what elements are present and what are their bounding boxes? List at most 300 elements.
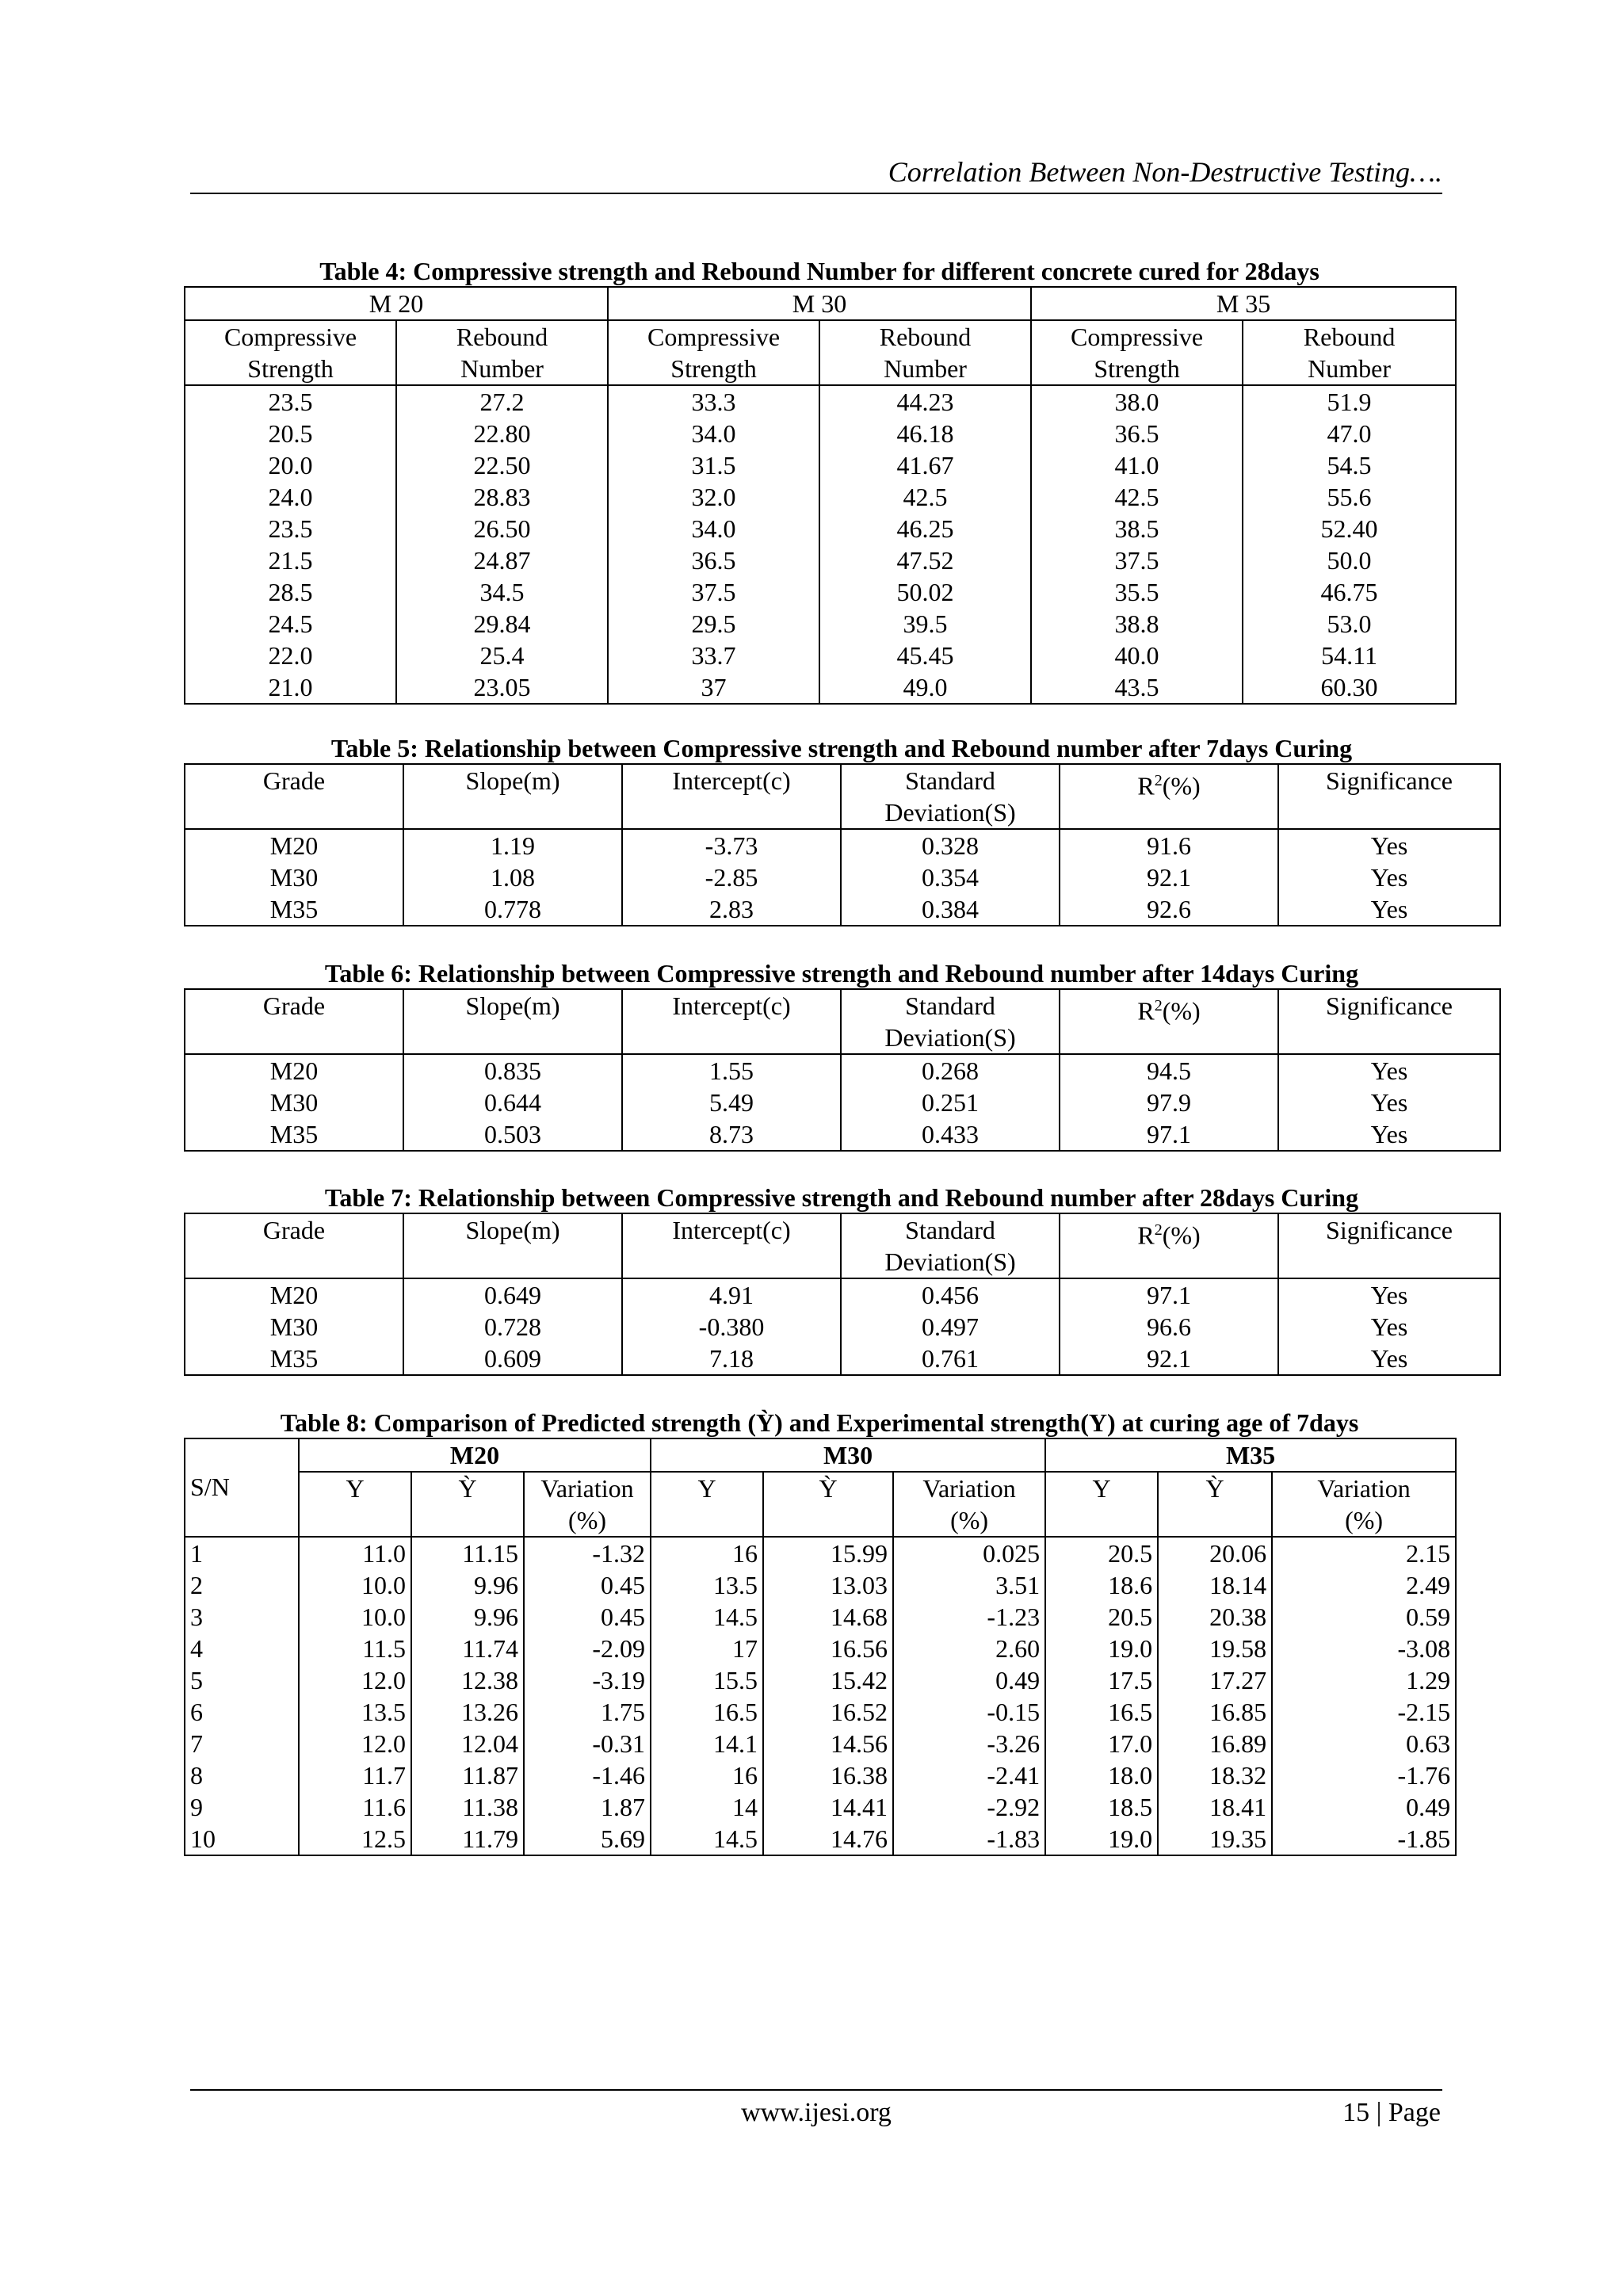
table4-cell: 53.0: [1243, 608, 1456, 640]
table5-cell: 1.19: [403, 829, 622, 861]
table8-cell: 14.1: [651, 1728, 763, 1759]
table8-cell: -1.83: [893, 1823, 1045, 1855]
table5-cell: -3.73: [622, 829, 841, 861]
table5-row: [185, 893, 1500, 926]
intercept-header: Intercept(c): [622, 764, 841, 829]
table4-row: [185, 481, 1456, 513]
table8-cell: 11.5: [299, 1633, 411, 1664]
r2-header: $R^2(\%)$: [1060, 764, 1278, 829]
table4-cell: 36.5: [1031, 418, 1243, 449]
table5-cell: Yes: [1278, 829, 1500, 861]
table7-cell: 97.1: [1060, 1278, 1278, 1311]
table6-cell: 0.503: [403, 1118, 622, 1151]
table8-cell: 0.63: [1272, 1728, 1456, 1759]
sd-header: Standard Deviation(S): [841, 1213, 1060, 1278]
table8-cell: 16: [651, 1759, 763, 1791]
yhat-header: Ỳ: [411, 1472, 524, 1537]
table8-cell: 18.0: [1045, 1759, 1158, 1791]
intercept-header: Intercept(c): [622, 989, 841, 1054]
table6-cell: M20: [269, 1056, 319, 1085]
table4-cell: 45.45: [819, 640, 1031, 671]
sd-header: Standard Deviation(S): [841, 764, 1060, 829]
table8-cell: 0.45: [524, 1569, 651, 1601]
table7-cell: 0.609: [403, 1343, 622, 1375]
table8-caption: Table 8: Comparison of Predicted strength (Ỳ) and Experimental strength(Y) at curing age of 7days: [280, 1408, 1359, 1437]
table5-cell: Yes: [1278, 861, 1500, 893]
grade-header: Grade: [262, 991, 326, 1020]
y-header: Y: [299, 1472, 411, 1537]
table8-cell: 11.7: [299, 1759, 411, 1791]
table8-cell: 5.69: [524, 1823, 651, 1855]
slope-header: Slope(m): [403, 1213, 622, 1278]
table8-cell: 9: [190, 1793, 203, 1821]
table8-cell: 0.49: [893, 1664, 1045, 1696]
table4-cell: 37: [608, 671, 819, 704]
table6-cell: 0.644: [403, 1087, 622, 1118]
table4-cell: 25.4: [396, 640, 608, 671]
table4: [184, 286, 1457, 705]
table7: [184, 1213, 1501, 1376]
table4-cell: 34.0: [608, 513, 819, 544]
table8-cell: 11.38: [411, 1791, 524, 1823]
table7-header-row: [185, 1213, 1500, 1278]
table8-cell: 18.5: [1045, 1791, 1158, 1823]
table4-cell: 33.3: [608, 385, 819, 418]
table8-cell: 15.42: [763, 1664, 893, 1696]
table8-row: [185, 1759, 1456, 1791]
table7-cell: Yes: [1278, 1278, 1500, 1311]
table8-cell: 13.5: [651, 1569, 763, 1601]
table4-cell: 32.0: [608, 481, 819, 513]
table4-cell: 31.5: [608, 449, 819, 481]
table4-cell: 42.5: [1031, 481, 1243, 513]
table8-cell: 10: [190, 1824, 216, 1853]
variation-header: Variation (%): [1272, 1472, 1456, 1537]
table8-cell: 11.74: [411, 1633, 524, 1664]
table4-cell: 55.6: [1243, 481, 1456, 513]
table4-cell: 60.30: [1243, 671, 1456, 704]
table4-row: [185, 385, 1456, 418]
table8-cell: -3.19: [524, 1664, 651, 1696]
table8-cell: 11.0: [299, 1537, 411, 1569]
table8-cell: 19.58: [1158, 1633, 1272, 1664]
table8-cell: 20.5: [1045, 1537, 1158, 1569]
table4-row: [185, 671, 1456, 704]
table8-group-m35: M35: [1045, 1438, 1456, 1472]
table8-cell: 0.59: [1272, 1601, 1456, 1633]
table4-cell: 38.5: [1031, 513, 1243, 544]
table8-row: [185, 1696, 1456, 1728]
table4-cell: 22.0: [268, 641, 313, 670]
table8-cell: 10.0: [299, 1569, 411, 1601]
table8-cell: 6: [190, 1698, 203, 1726]
table8-cell: 14.76: [763, 1823, 893, 1855]
table8-row: [185, 1569, 1456, 1601]
table6-cell: 0.835: [403, 1054, 622, 1087]
table8-cell: -3.08: [1272, 1633, 1456, 1664]
table8-cell: 16.85: [1158, 1696, 1272, 1728]
table8-cell: 17.0: [1045, 1728, 1158, 1759]
table8-cell: 11.87: [411, 1759, 524, 1791]
table7-cell: M30: [269, 1312, 319, 1341]
table8-cell: -0.31: [524, 1728, 651, 1759]
table5-cell: M30: [269, 863, 319, 892]
sn-header: S/N: [185, 1438, 299, 1537]
table6-cell: 97.1: [1060, 1118, 1278, 1151]
table8-row: [185, 1664, 1456, 1696]
table8-cell: 18.6: [1045, 1569, 1158, 1601]
table8: [184, 1438, 1457, 1856]
table6-cell: M30: [269, 1088, 319, 1117]
table8-cell: 18.14: [1158, 1569, 1272, 1601]
table8-cell: 16.5: [651, 1696, 763, 1728]
table4-cell: 46.18: [819, 418, 1031, 449]
table4-cell: 35.5: [1031, 576, 1243, 608]
table4-col-header: Compressive Strength: [608, 320, 819, 385]
table7-row: [185, 1343, 1500, 1375]
table7-cell: M20: [269, 1281, 319, 1309]
table4-cell: 29.84: [396, 608, 608, 640]
table8-row: [185, 1633, 1456, 1664]
table7-row: [185, 1278, 1500, 1311]
table8-cell: 13.03: [763, 1569, 893, 1601]
table8-cell: 18.32: [1158, 1759, 1272, 1791]
table7-cell: 92.1: [1060, 1343, 1278, 1375]
table5-cell: Yes: [1278, 893, 1500, 926]
table8-cell: 16.56: [763, 1633, 893, 1664]
table5-cell: 0.384: [841, 893, 1060, 926]
table8-cell: -1.32: [524, 1537, 651, 1569]
table8-cell: 3.51: [893, 1569, 1045, 1601]
table8-row: [185, 1791, 1456, 1823]
table8-cell: 2.15: [1272, 1537, 1456, 1569]
table8-cell: 17: [651, 1633, 763, 1664]
footer-page-number: 15 | Page: [1342, 2098, 1441, 2127]
table7-row: [185, 1311, 1500, 1343]
yhat-header: Ỳ: [1158, 1472, 1272, 1537]
table8-cell: 13.5: [299, 1696, 411, 1728]
table5-cell: -2.85: [622, 861, 841, 893]
table5-cell: 0.328: [841, 829, 1060, 861]
table8-cell: -2.09: [524, 1633, 651, 1664]
table4-cell: 41.0: [1031, 449, 1243, 481]
table8-cell: 16.5: [1045, 1696, 1158, 1728]
table4-cell: 38.8: [1031, 608, 1243, 640]
table4-cell: 51.9: [1243, 385, 1456, 418]
table8-row: [185, 1823, 1456, 1855]
r2-header: $R^2(\%)$: [1060, 1213, 1278, 1278]
table8-cell: 5: [190, 1666, 203, 1694]
table8-cell: 1.29: [1272, 1664, 1456, 1696]
table4-row: [185, 544, 1456, 576]
table7-cell: 0.649: [403, 1278, 622, 1311]
table8-cell: -1.76: [1272, 1759, 1456, 1791]
table8-cell: 14.68: [763, 1601, 893, 1633]
table4-cell: 46.75: [1243, 576, 1456, 608]
table6-cell: 97.9: [1060, 1087, 1278, 1118]
table7-cell: Yes: [1278, 1343, 1500, 1375]
table4-row: [185, 449, 1456, 481]
table4-cell: 37.5: [608, 576, 819, 608]
table6-header-row: [185, 989, 1500, 1054]
table4-cell: 23.05: [396, 671, 608, 704]
table6-caption: Table 6: Relationship between Compressive strength and Rebound number after 14days Curing: [324, 959, 1359, 988]
footer-rule: [190, 2089, 1442, 2091]
table6-row: [185, 1118, 1500, 1151]
table8-cell: 18.41: [1158, 1791, 1272, 1823]
table4-cell: 39.5: [819, 608, 1031, 640]
table6-row: [185, 1087, 1500, 1118]
table7-cell: -0.380: [622, 1311, 841, 1343]
table5-row: [185, 829, 1500, 861]
slope-header: Slope(m): [403, 989, 622, 1054]
y-header: Y: [651, 1472, 763, 1537]
table8-cell: 14.5: [651, 1601, 763, 1633]
table8-cell: 16.38: [763, 1759, 893, 1791]
table4-cell: 22.80: [396, 418, 608, 449]
table5: [184, 763, 1501, 926]
y-header: Y: [1045, 1472, 1158, 1537]
table8-cell: 11.6: [299, 1791, 411, 1823]
table7-caption: Table 7: Relationship between Compressive strength and Rebound number after 28days Curing: [324, 1183, 1359, 1212]
table5-cell: 92.1: [1060, 861, 1278, 893]
table8-cell: 0.025: [893, 1537, 1045, 1569]
table8-cell: 11.79: [411, 1823, 524, 1855]
table4-cell: 44.23: [819, 385, 1031, 418]
table6-cell: 1.55: [622, 1054, 841, 1087]
table6-cell: 0.433: [841, 1118, 1060, 1151]
table4-cell: 42.5: [819, 481, 1031, 513]
table8-cell: 2: [190, 1571, 203, 1599]
r2-header: $R^2(\%)$: [1060, 989, 1278, 1054]
table4-col-header: Rebound Number: [1243, 320, 1456, 385]
table4-cell: 24.0: [268, 483, 313, 511]
table4-cell: 54.5: [1243, 449, 1456, 481]
table8-group-m30: M30: [651, 1438, 1045, 1472]
table8-cell: 16.89: [1158, 1728, 1272, 1759]
table8-cell: 15.99: [763, 1537, 893, 1569]
table4-group-m30: M 30: [608, 287, 1031, 320]
table6-row: [185, 1054, 1500, 1087]
table5-cell: 0.354: [841, 861, 1060, 893]
table7-cell: M35: [269, 1344, 319, 1373]
table7-cell: 7.18: [622, 1343, 841, 1375]
table4-cell: 21.5: [268, 546, 313, 575]
table4-col-header: Compressive Strength: [1031, 320, 1243, 385]
table8-cell: -2.15: [1272, 1696, 1456, 1728]
table8-cell: 1: [190, 1539, 203, 1568]
table4-group-m20: M 20: [369, 289, 424, 318]
table5-header-row: [185, 764, 1500, 829]
table4-cell: 38.0: [1031, 385, 1243, 418]
header-rule: [190, 193, 1442, 194]
table8-cell: 11.15: [411, 1537, 524, 1569]
variation-header: Variation (%): [893, 1472, 1045, 1537]
table8-cell: 12.0: [299, 1728, 411, 1759]
table6-cell: Yes: [1278, 1118, 1500, 1151]
table8-cell: 7: [190, 1729, 203, 1758]
table6-cell: Yes: [1278, 1087, 1500, 1118]
grade-header: Grade: [262, 766, 326, 795]
table4-cell: 37.5: [1031, 544, 1243, 576]
table4-cell: 47.0: [1243, 418, 1456, 449]
table7-cell: Yes: [1278, 1311, 1500, 1343]
table4-row: [185, 513, 1456, 544]
table8-cell: 20.38: [1158, 1601, 1272, 1633]
table4-cell: 22.50: [396, 449, 608, 481]
table7-cell: 96.6: [1060, 1311, 1278, 1343]
table5-cell: M20: [269, 831, 319, 860]
table4-cell: 23.5: [268, 388, 313, 416]
table5-cell: 1.08: [403, 861, 622, 893]
running-title: Correlation Between Non-Destructive Testing….: [888, 156, 1442, 188]
intercept-header: Intercept(c): [622, 1213, 841, 1278]
table4-cell: 50.02: [819, 576, 1031, 608]
table8-cell: 2.49: [1272, 1569, 1456, 1601]
table7-cell: 0.497: [841, 1311, 1060, 1343]
table4-col-header: Rebound Number: [819, 320, 1031, 385]
table4-cell: 43.5: [1031, 671, 1243, 704]
table8-cell: 9.96: [411, 1569, 524, 1601]
table8-cell: -3.26: [893, 1728, 1045, 1759]
table8-cell: -1.85: [1272, 1823, 1456, 1855]
table8-cell: 4: [190, 1634, 203, 1663]
table4-cell: 49.0: [819, 671, 1031, 704]
footer-website: www.ijesi.org: [741, 2098, 892, 2127]
table8-cell: 2.60: [893, 1633, 1045, 1664]
table4-row: [185, 418, 1456, 449]
table5-cell: 91.6: [1060, 829, 1278, 861]
table8-cell: -1.23: [893, 1601, 1045, 1633]
table4-cell: 24.87: [396, 544, 608, 576]
table8-cell: 12.04: [411, 1728, 524, 1759]
table8-cell: 19.35: [1158, 1823, 1272, 1855]
table8-cell: 16.52: [763, 1696, 893, 1728]
table6-cell: 5.49: [622, 1087, 841, 1118]
table4-cell: 47.52: [819, 544, 1031, 576]
table7-cell: 4.91: [622, 1278, 841, 1311]
table5-caption: Table 5: Relationship between Compressive strength and Rebound number after 7days Curing: [330, 734, 1353, 762]
significance-header: Significance: [1278, 764, 1500, 829]
table8-cell: 9.96: [411, 1601, 524, 1633]
table5-cell: 2.83: [622, 893, 841, 926]
yhat-header: Ỳ: [763, 1472, 893, 1537]
significance-header: Significance: [1278, 989, 1500, 1054]
table5-cell: 0.778: [403, 893, 622, 926]
table8-cell: 20.5: [1045, 1601, 1158, 1633]
table6-cell: Yes: [1278, 1054, 1500, 1087]
table8-cell: -2.92: [893, 1791, 1045, 1823]
table8-group-m20: M20: [299, 1438, 651, 1472]
table4-col-header: Rebound Number: [396, 320, 608, 385]
table7-cell: 0.728: [403, 1311, 622, 1343]
table8-row: [185, 1601, 1456, 1633]
table4-cell: 28.83: [396, 481, 608, 513]
slope-header: Slope(m): [403, 764, 622, 829]
table4-cell: 34.5: [396, 576, 608, 608]
table8-cell: 12.5: [299, 1823, 411, 1855]
table6-cell: 94.5: [1060, 1054, 1278, 1087]
table4-cell: 23.5: [268, 514, 313, 543]
table8-cell: 3: [190, 1603, 203, 1631]
table4-col-header: Compressive Strength: [223, 323, 357, 383]
table4-cell: 27.2: [396, 385, 608, 418]
table5-cell: 92.6: [1060, 893, 1278, 926]
table8-row: [185, 1728, 1456, 1759]
table4-cell: 41.67: [819, 449, 1031, 481]
table8-cell: 8: [190, 1761, 203, 1790]
table5-row: [185, 861, 1500, 893]
table6-cell: 0.268: [841, 1054, 1060, 1087]
table4-cell: 50.0: [1243, 544, 1456, 576]
table8-cell: 17.5: [1045, 1664, 1158, 1696]
table8-cell: 19.0: [1045, 1823, 1158, 1855]
table8-cell: -1.46: [524, 1759, 651, 1791]
table8-cell: 12.0: [299, 1664, 411, 1696]
table6-cell: 0.251: [841, 1087, 1060, 1118]
table8-row: [185, 1537, 1456, 1569]
grade-header: Grade: [262, 1216, 326, 1244]
table4-cell: 34.0: [608, 418, 819, 449]
table8-cell: 1.75: [524, 1696, 651, 1728]
table4-group-m35: M 35: [1031, 287, 1456, 320]
table8-cell: 14.56: [763, 1728, 893, 1759]
table4-caption: Table 4: Compressive strength and Rebound Number for different concrete cured for 28days: [319, 257, 1319, 285]
table8-cell: 10.0: [299, 1601, 411, 1633]
table4-cell: 52.40: [1243, 513, 1456, 544]
table7-cell: 0.761: [841, 1343, 1060, 1375]
table8-cell: 16: [651, 1537, 763, 1569]
table8-cell: 19.0: [1045, 1633, 1158, 1664]
table8-cell: 20.06: [1158, 1537, 1272, 1569]
table4-cell: 20.0: [268, 451, 313, 479]
table8-cell: 0.49: [1272, 1791, 1456, 1823]
table8-cell: 0.45: [524, 1601, 651, 1633]
table4-row: [185, 576, 1456, 608]
table8-cell: 17.27: [1158, 1664, 1272, 1696]
table4-cell: 26.50: [396, 513, 608, 544]
table6-cell: 8.73: [622, 1118, 841, 1151]
table4-row: [185, 608, 1456, 640]
table4-row: [185, 640, 1456, 671]
table7-cell: 0.456: [841, 1278, 1060, 1311]
table4-cell: 24.5: [268, 609, 313, 638]
table4-cell: 46.25: [819, 513, 1031, 544]
table4-cell: 20.5: [268, 419, 313, 448]
sd-header: Standard Deviation(S): [841, 989, 1060, 1054]
variation-header: Variation (%): [524, 1472, 651, 1537]
table8-cell: 12.38: [411, 1664, 524, 1696]
table8-cell: 13.26: [411, 1696, 524, 1728]
table4-cell: 40.0: [1031, 640, 1243, 671]
table4-cell: 36.5: [608, 544, 819, 576]
table8-cell: 1.87: [524, 1791, 651, 1823]
table6-cell: M35: [269, 1120, 319, 1148]
table8-cell: 15.5: [651, 1664, 763, 1696]
table8-cell: 14: [651, 1791, 763, 1823]
table4-cell: 29.5: [608, 608, 819, 640]
table4-cell: 33.7: [608, 640, 819, 671]
table5-cell: M35: [269, 895, 319, 923]
table4-cell: 54.11: [1243, 640, 1456, 671]
table8-cell: -2.41: [893, 1759, 1045, 1791]
table8-cell: 14.41: [763, 1791, 893, 1823]
table8-cell: -0.15: [893, 1696, 1045, 1728]
significance-header: Significance: [1278, 1213, 1500, 1278]
table6: [184, 988, 1501, 1152]
table4-cell: 21.0: [268, 673, 313, 701]
table4-cell: 28.5: [268, 578, 313, 606]
